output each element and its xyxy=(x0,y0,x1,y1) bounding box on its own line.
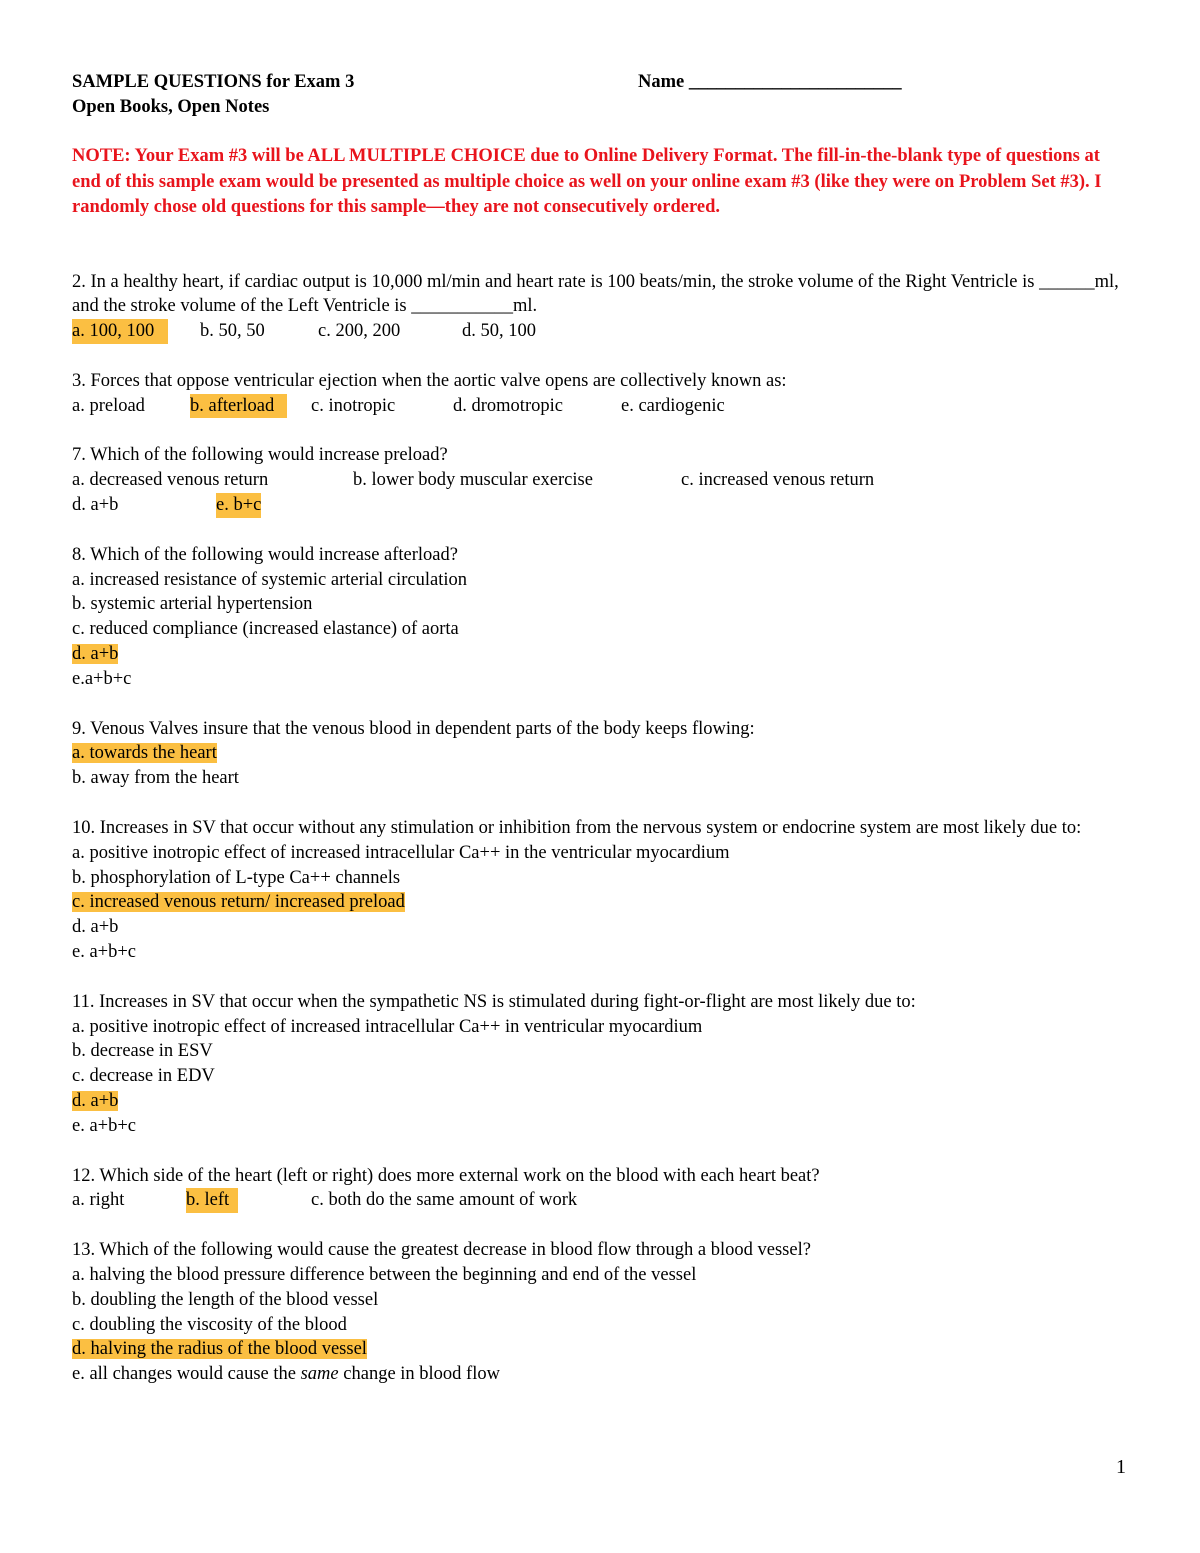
question-2 xyxy=(72,270,1132,344)
question-9 xyxy=(72,717,1132,791)
option-row xyxy=(72,493,1132,518)
page-number: 1 xyxy=(1116,1456,1126,1478)
option-a: a. positive inotropic effect of increased intracellular Ca++ in the ventricular myocardium xyxy=(72,842,730,863)
option-d: d. a+b xyxy=(72,495,119,516)
option-c: c. increased venous return xyxy=(681,470,875,491)
option-b: b. systemic arterial hypertension xyxy=(72,594,313,615)
option-a: a. halving the blood pressure difference between the beginning and end of the vessel xyxy=(72,1265,697,1285)
question-8 xyxy=(72,543,1132,692)
option-b: b. 50, 50 xyxy=(200,321,265,342)
exam-note: NOTE: Your Exam #3 will be ALL MULTIPLE CHOICE due to Online Delivery Format. The fill-in-the-blank type of questions at end of this sample exam would be presented as multiple choice as well on your online exam #3 (like they were on Problem Set #3). I randomly chose old questions for this sample—they are not consecutively ordered. xyxy=(72,146,1102,217)
option-b: b. lower body muscular exercise xyxy=(353,470,593,491)
option-e: e. all changes would cause the same change in blood flow xyxy=(72,1364,500,1385)
option-a: a. preload xyxy=(72,395,145,416)
option-row xyxy=(72,1188,1132,1213)
option-c: c. decrease in EDV xyxy=(72,1066,215,1087)
question-text: 12. Which side of the heart (left or right) does more external work on the blood with each heart beat? xyxy=(72,1165,820,1186)
option-a: a. increased resistance of systemic arterial circulation xyxy=(72,569,467,590)
option-c: c. doubling the viscosity of the blood xyxy=(72,1314,347,1335)
option-row xyxy=(72,468,1132,493)
option-e: e. a+b+c xyxy=(72,942,137,963)
exam-header xyxy=(72,70,1132,120)
option-a: a. right xyxy=(72,1190,125,1211)
option-d: d. 50, 100 xyxy=(462,321,536,342)
question-12 xyxy=(72,1164,1132,1214)
question-7 xyxy=(72,443,1132,517)
option-a-answer: a. 100, 100 xyxy=(72,319,168,344)
question-text: 11. Increases in SV that occur when the sympathetic NS is stimulated during fight-or-flight are most likely due to: xyxy=(72,991,916,1012)
option-d-answer: d. a+b xyxy=(72,644,119,665)
name-line: Name _______________________ xyxy=(638,72,902,92)
option-d: d. a+b xyxy=(72,917,119,938)
option-row xyxy=(72,319,1132,344)
option-d: d. dromotropic xyxy=(453,395,563,416)
question-text: 9. Venous Valves insure that the venous blood in dependent parts of the body keeps flowing: xyxy=(72,718,755,739)
option-b: b. phosphorylation of L-type Ca++ channels xyxy=(72,867,401,888)
question-10 xyxy=(72,816,1132,965)
question-text: 10. Increases in SV that occur without any stimulation or inhibition from the nervous system or endocrine system are most likely due to: xyxy=(72,818,1082,839)
option-a: a. positive inotropic effect of increased intracellular Ca++ in ventricular myocardium xyxy=(72,1016,703,1037)
question-11 xyxy=(72,990,1132,1139)
option-b: b. decrease in ESV xyxy=(72,1041,213,1062)
option-d-answer: d. halving the radius of the blood vessel xyxy=(72,1339,367,1360)
option-b-answer: b. afterload xyxy=(190,394,287,419)
option-b-answer: b. left xyxy=(186,1188,238,1213)
option-e: e. cardiogenic xyxy=(621,395,725,416)
exam-title: SAMPLE QUESTIONS for Exam 3 xyxy=(72,72,355,92)
option-c: c. reduced compliance (increased elastance) of aorta xyxy=(72,619,459,640)
document-page xyxy=(72,70,1132,1387)
question-text: 13. Which of the following would cause the greatest decrease in blood flow through a blood vessel? xyxy=(72,1240,811,1261)
option-d-answer: d. a+b xyxy=(72,1091,119,1112)
option-a: a. decreased venous return xyxy=(72,470,269,491)
option-c: c. both do the same amount of work xyxy=(311,1190,578,1211)
option-e: e. a+b+c xyxy=(72,1115,137,1136)
option-c-answer: c. increased venous return/ increased preload xyxy=(72,892,405,913)
question-text: 3. Forces that oppose ventricular ejection when the aortic valve opens are collectively known as: xyxy=(72,370,787,391)
option-a-answer: a. towards the heart xyxy=(72,743,217,764)
option-b: b. doubling the length of the blood vessel xyxy=(72,1289,379,1310)
option-e: e.a+b+c xyxy=(72,668,132,689)
option-b: b. away from the heart xyxy=(72,768,239,789)
question-text: 8. Which of the following would increase afterload? xyxy=(72,544,458,565)
question-text: 7. Which of the following would increase preload? xyxy=(72,445,448,466)
emphasis-text: same xyxy=(300,1364,339,1385)
option-c: c. inotropic xyxy=(311,395,396,416)
question-13 xyxy=(72,1238,1132,1387)
option-c: c. 200, 200 xyxy=(318,321,401,342)
option-row xyxy=(72,394,1132,419)
option-e-answer: e. b+c xyxy=(216,493,261,518)
exam-subtitle: Open Books, Open Notes xyxy=(72,97,270,117)
question-text: 2. In a healthy heart, if cardiac output is 10,000 ml/min and heart rate is 100 beats/min, the stroke volume of the Right Ventricle is ______ml, and the stroke volume of the Left Ventricle is ___________ml. xyxy=(72,271,1119,317)
question-3 xyxy=(72,369,1132,419)
